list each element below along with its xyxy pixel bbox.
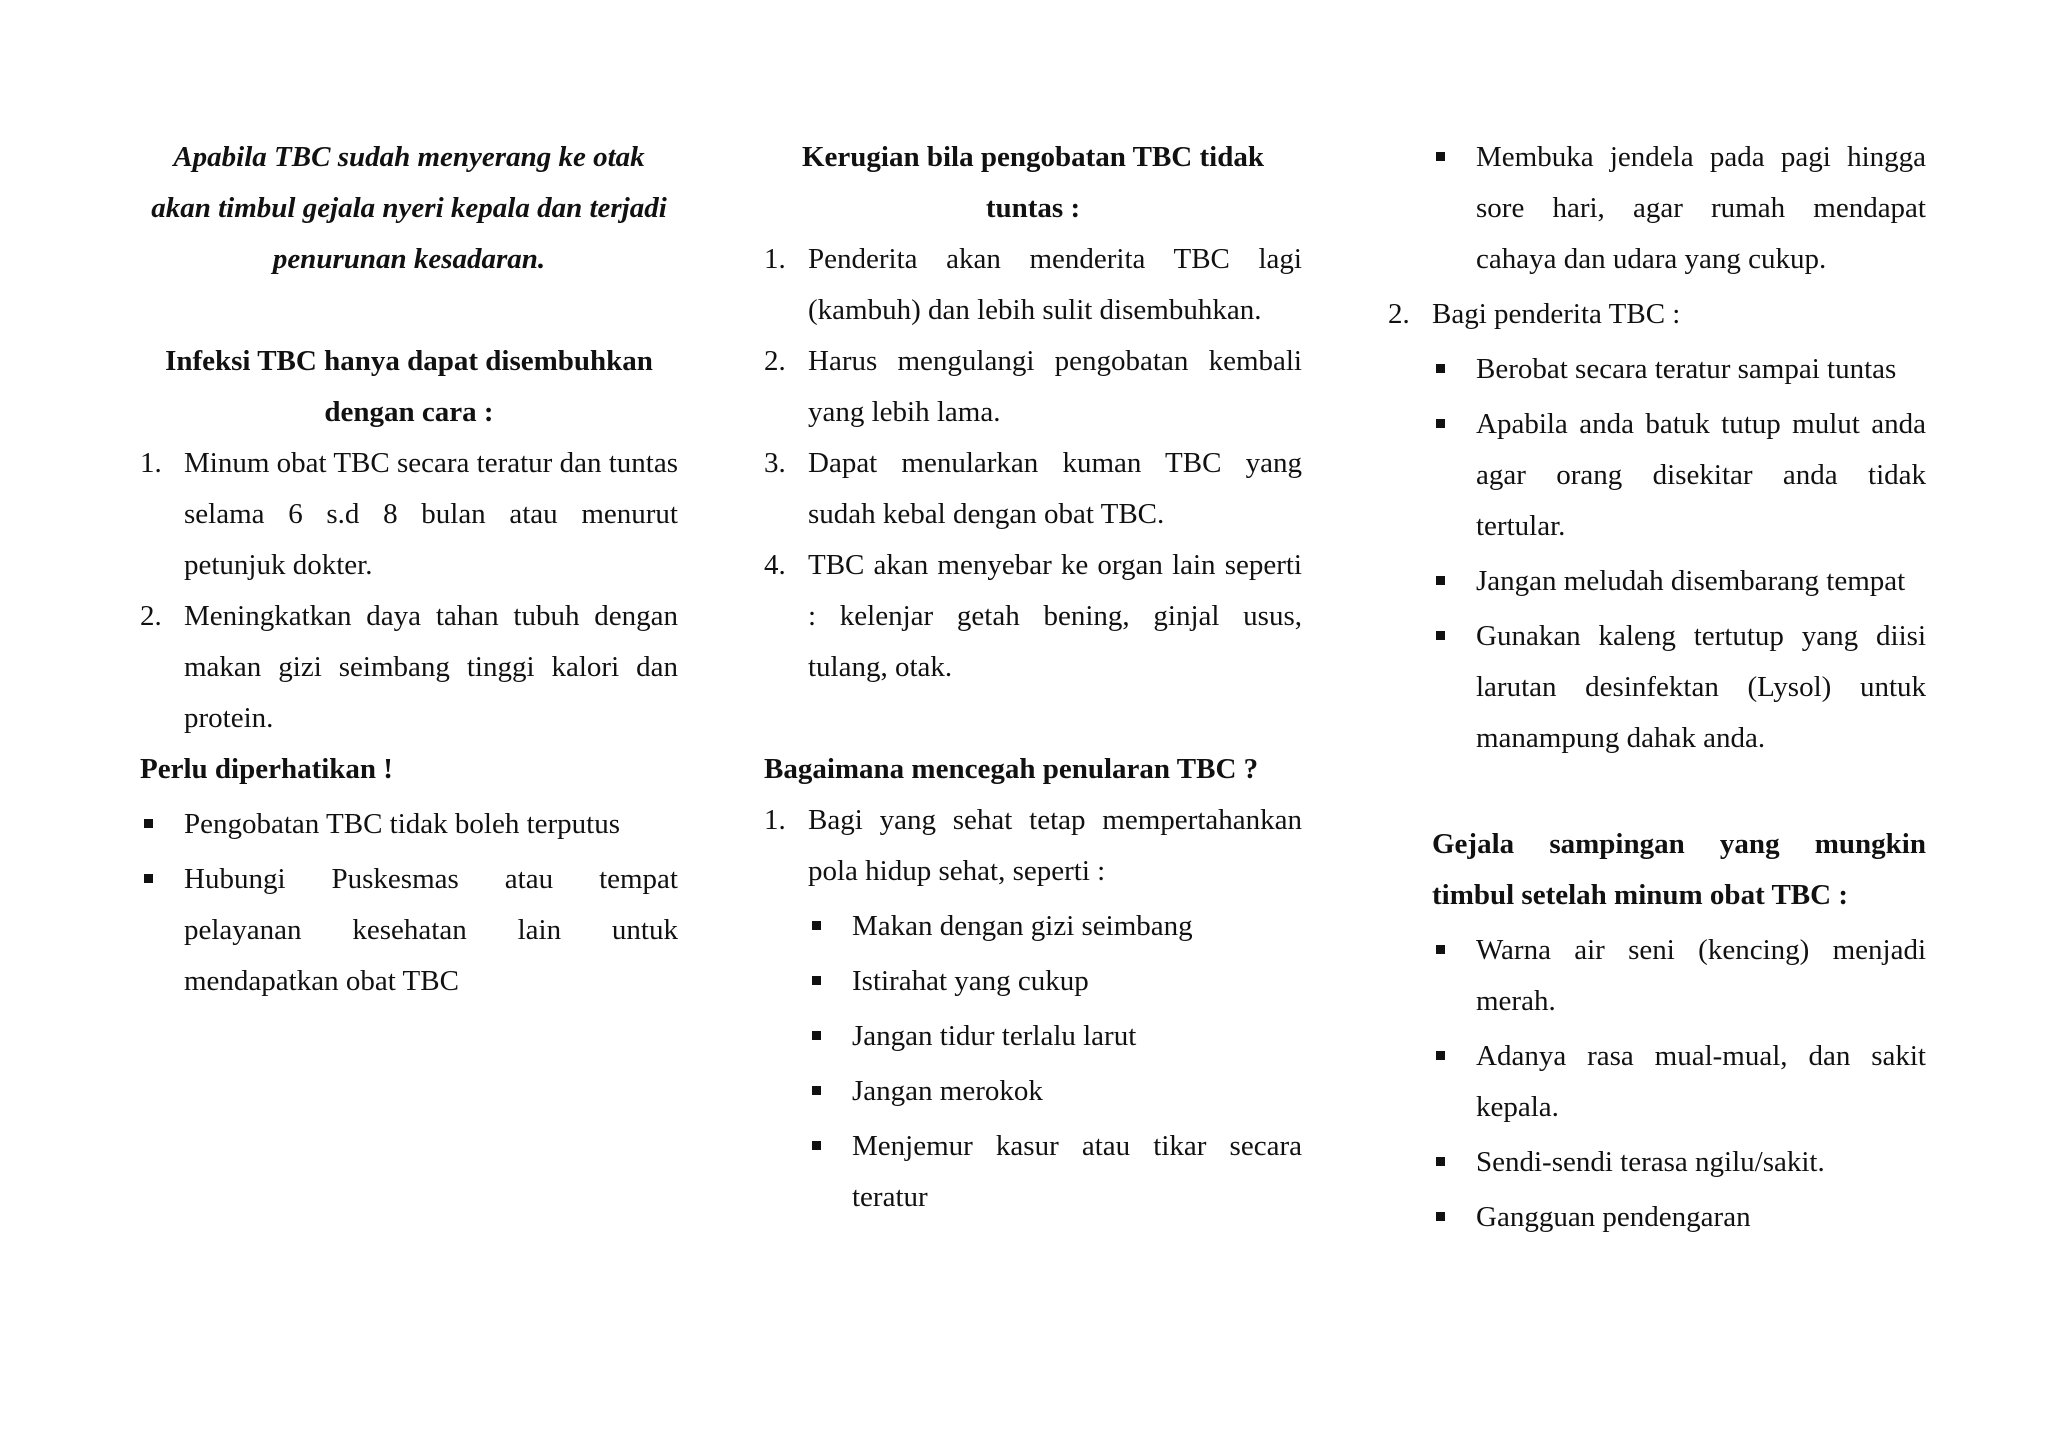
list-number: 3.	[764, 447, 786, 479]
side-effect-item	[1432, 1137, 1926, 1188]
note-item	[140, 799, 678, 850]
list-item-text: Minum obat TBC secara teratur dan tuntas selama 6 s.d 8 bulan atau menurut petunjuk dokter.	[184, 447, 678, 581]
list-item-text: Meningkatkan daya tahan tubuh dengan makan gizi seimbang tinggi kalori dan protein.	[184, 600, 678, 734]
column-left	[140, 132, 678, 1011]
list-number: 1.	[140, 447, 162, 479]
square-bullet-icon	[1436, 152, 1445, 161]
spacer	[1388, 768, 1926, 819]
side-effect-item	[1432, 1031, 1926, 1133]
side-effect-item	[1432, 925, 1926, 1027]
square-bullet-icon	[144, 874, 153, 883]
list-item-text: Apabila anda batuk tutup mulut anda agar orang disekitar anda tidak tertular.	[1476, 408, 1926, 542]
spacer	[764, 693, 1302, 744]
side-effect-item	[1432, 1192, 1926, 1243]
list-item-text: Warna air seni (kencing) menjadi merah.	[1476, 934, 1926, 1017]
square-bullet-icon	[1436, 1212, 1445, 1221]
healthy-item	[808, 1011, 1302, 1062]
prevent-heading: Bagaimana mencegah penularan TBC ?	[764, 753, 1259, 785]
square-bullet-icon	[812, 976, 821, 985]
list-item-text: Adanya rasa mual-mual, dan sakit kepala.	[1476, 1040, 1926, 1123]
square-bullet-icon	[1436, 1051, 1445, 1060]
list-item-text: TBC akan menyebar ke organ lain seperti : kelenjar getah bening, ginjal usus, tulang, otak.	[808, 549, 1302, 683]
list-item-text: Berobat secara teratur sampai tuntas	[1476, 353, 1897, 385]
cure-heading: Infeksi TBC hanya dapat disembuhkan dengan cara :	[165, 345, 653, 428]
note-heading: Perlu diperhatikan !	[140, 753, 393, 785]
healthy-item	[808, 956, 1302, 1007]
square-bullet-icon	[1436, 419, 1445, 428]
spacer	[140, 285, 678, 336]
note-item	[140, 854, 678, 1007]
list-item-text: Pengobatan TBC tidak boleh terputus	[184, 808, 621, 840]
square-bullet-icon	[1436, 576, 1445, 585]
list-item-text: Jangan meludah disembarang tempat	[1476, 565, 1906, 597]
square-bullet-icon	[812, 921, 821, 930]
list-item-text: Jangan tidur terlalu larut	[852, 1020, 1137, 1052]
patient-item	[1432, 344, 1926, 395]
loss-item	[764, 234, 1302, 336]
square-bullet-icon	[1436, 631, 1445, 640]
cure-item	[140, 591, 678, 744]
cure-item	[140, 438, 678, 591]
list-item-text: Makan dengan gizi seimbang	[852, 910, 1193, 942]
list-item-text: Sendi-sendi terasa ngilu/sakit.	[1476, 1146, 1825, 1178]
side-effect-heading: Gejala sampingan yang mungkin timbul setelah minum obat TBC :	[1432, 828, 1926, 911]
list-item-text: Gunakan kaleng tertutup yang diisi larutan desinfektan (Lysol) untuk manampung dahak anda.	[1476, 620, 1926, 754]
list-item-text: Hubungi Puskesmas atau tempat pelayanan kesehatan lain untuk mendapatkan obat TBC	[184, 863, 678, 997]
patient-item	[1432, 611, 1926, 764]
list-item-text: Gangguan pendengaran	[1476, 1201, 1751, 1233]
square-bullet-icon	[1436, 364, 1445, 373]
list-number: 1.	[764, 243, 786, 275]
loss-heading: Kerugian bila pengobatan TBC tidak tuntas :	[802, 141, 1264, 224]
healthy-item	[808, 901, 1302, 952]
list-item-text: Menjemur kasur atau tikar secara teratur	[852, 1130, 1302, 1213]
square-bullet-icon	[812, 1086, 821, 1095]
list-item-text: Membuka jendela pada pagi hingga sore hari, agar rumah mendapat cahaya dan udara yang cukup.	[1476, 141, 1926, 275]
prevent-item	[1388, 289, 1926, 340]
list-item-text: Penderita akan menderita TBC lagi (kambuh) dan lebih sulit disembuhkan.	[808, 243, 1302, 326]
square-bullet-icon	[144, 819, 153, 828]
list-number: 2.	[764, 345, 786, 377]
square-bullet-icon	[1436, 1157, 1445, 1166]
list-item-text: Bagi yang sehat tetap mempertahankan pola hidup sehat, seperti :	[808, 804, 1302, 887]
square-bullet-icon	[1436, 945, 1445, 954]
list-item-text: Harus mengulangi pengobatan kembali yang lebih lama.	[808, 345, 1302, 428]
patient-item	[1432, 399, 1926, 552]
healthy-item	[808, 1121, 1302, 1223]
list-number: 2.	[140, 600, 162, 632]
healthy-item	[808, 1066, 1302, 1117]
list-number: 2.	[1388, 298, 1410, 330]
list-item-text: Jangan merokok	[852, 1075, 1043, 1107]
list-item-text: Bagi penderita TBC :	[1432, 298, 1681, 330]
loss-item	[764, 336, 1302, 438]
loss-item	[764, 438, 1302, 540]
list-number: 4.	[764, 549, 786, 581]
square-bullet-icon	[812, 1141, 821, 1150]
prevent-item	[764, 795, 1302, 897]
healthy-item	[1432, 132, 1926, 285]
loss-item	[764, 540, 1302, 693]
list-item-text: Istirahat yang cukup	[852, 965, 1089, 997]
patient-item	[1432, 556, 1926, 607]
list-number: 1.	[764, 804, 786, 836]
square-bullet-icon	[812, 1031, 821, 1040]
list-item-text: Dapat menularkan kuman TBC yang sudah kebal dengan obat TBC.	[808, 447, 1302, 530]
intro-paragraph: Apabila TBC sudah menyerang ke otak akan timbul gejala nyeri kepala dan terjadi penurunan kesadaran.	[151, 141, 667, 275]
column-right	[1388, 132, 1926, 1247]
column-middle	[764, 132, 1302, 1227]
